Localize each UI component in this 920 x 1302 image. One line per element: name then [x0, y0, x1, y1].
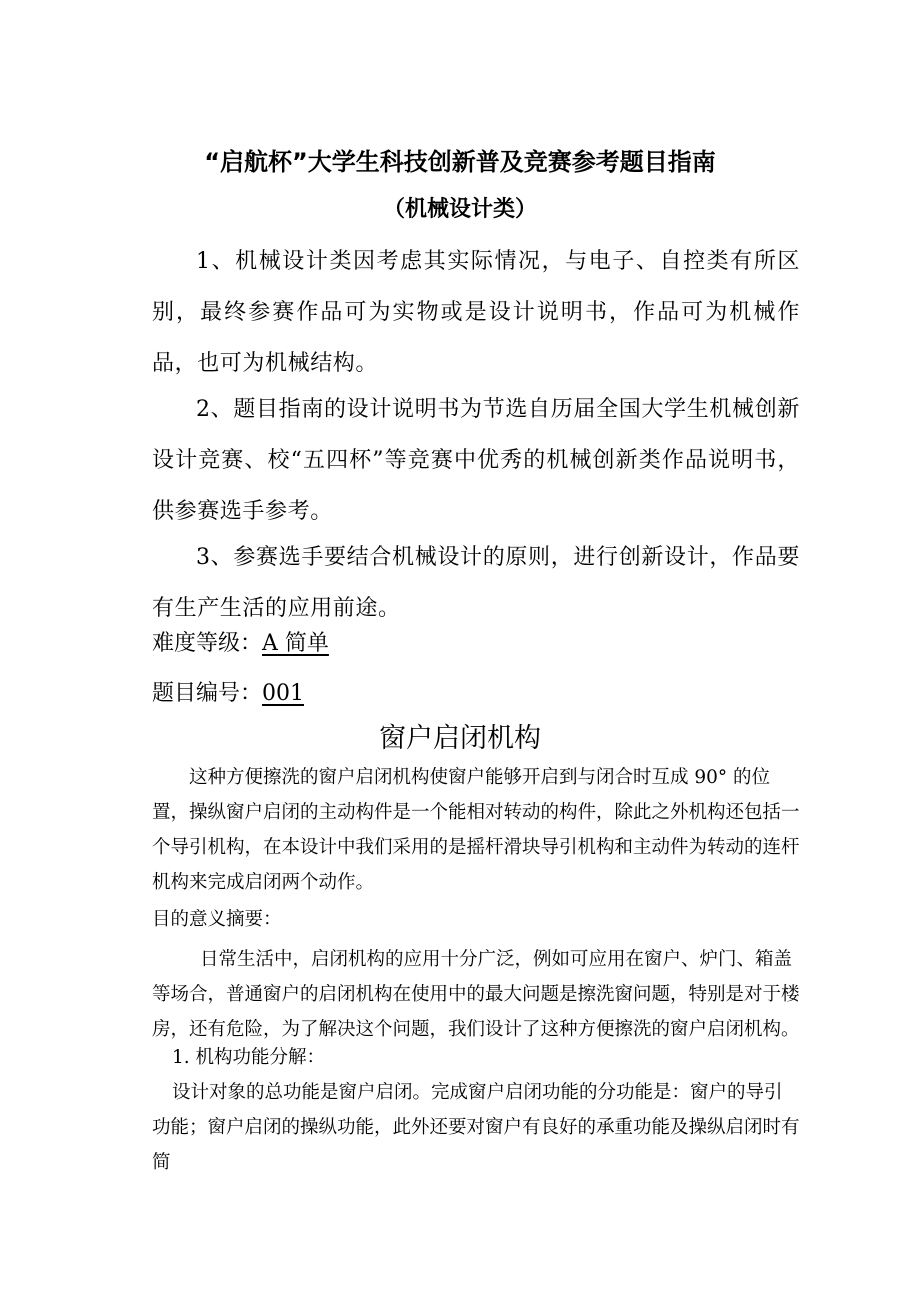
intro-paragraph-1-text: 1、机械设计类因考虑其实际情况，与电子、自控类有所区别，最终参赛作品可为实物或是设计说明书，作品可为机械作品，也可为机械结构。 [152, 249, 800, 376]
difficulty-value: A 简单 [262, 631, 329, 656]
body-paragraph-2-text: 日常生活中，启闭机构的应用十分广泛，例如可应用在窗户、炉门、箱盖等场合，普通窗户的启闭机构在使用中的最大问题是擦洗窗问题，特别是对于楼房，还有危险，为了解决这个问题，我们设计了这种方便擦洗的窗户启闭机构。 [152, 949, 800, 1040]
number-label: 题目编号： [152, 681, 263, 706]
purpose-label-text: 目的意义摘要： [152, 909, 282, 930]
intro-paragraph-3-text: 3、参赛选手要结合机械设计的原则，进行创新设计，作品要有生产生活的应用前途。 [152, 545, 800, 621]
body-paragraph-2 [152, 942, 800, 1047]
intro-paragraph-3 [152, 532, 800, 634]
body-paragraph-1 [152, 760, 800, 900]
difficulty-line [152, 626, 329, 657]
body-paragraph-3-text: 设计对象的总功能是窗户启闭。完成窗户启闭功能的分功能是：窗户的导引功能；窗户启闭的操纵功能，此外还要对窗户有良好的承重功能及操纵启闭时有简 [152, 1082, 800, 1173]
intro-paragraph-1 [152, 236, 800, 389]
body-paragraph-1-text: 这种方便擦洗的窗户启闭机构使窗户能够开启到与闭合时互成 90° 的位置，操纵窗户启闭的主动构件是一个能相对转动的构件，除此之外机构还包括一个导引机构，在本设计中我们采用的是摇杆滑块导引机构和主动件为转动的连杆机构来完成启闭两个动作。 [152, 767, 800, 893]
intro-paragraph-2-text: 2、题目指南的设计说明书为节选自历届全国大学生机械创新设计竞赛、校“五四杯”等竞赛中优秀的机械创新类作品说明书，供参赛选手参考。 [152, 397, 800, 524]
difficulty-label: 难度等级： [152, 631, 263, 656]
number-line [152, 676, 304, 707]
body-paragraph-3 [152, 1075, 800, 1180]
intro-paragraph-2 [152, 384, 800, 537]
list-item-1-text: 1. 机构功能分解： [172, 1047, 326, 1068]
purpose-label [152, 902, 800, 937]
section-heading: 窗户启闭机构 [379, 723, 541, 754]
document-title: “启航杯”大学生科技创新普及竞赛参考题目指南 [204, 148, 716, 176]
document-subtitle: （机械设计类） [382, 197, 537, 222]
number-value: 001 [262, 681, 305, 706]
list-item-1 [172, 1040, 820, 1075]
